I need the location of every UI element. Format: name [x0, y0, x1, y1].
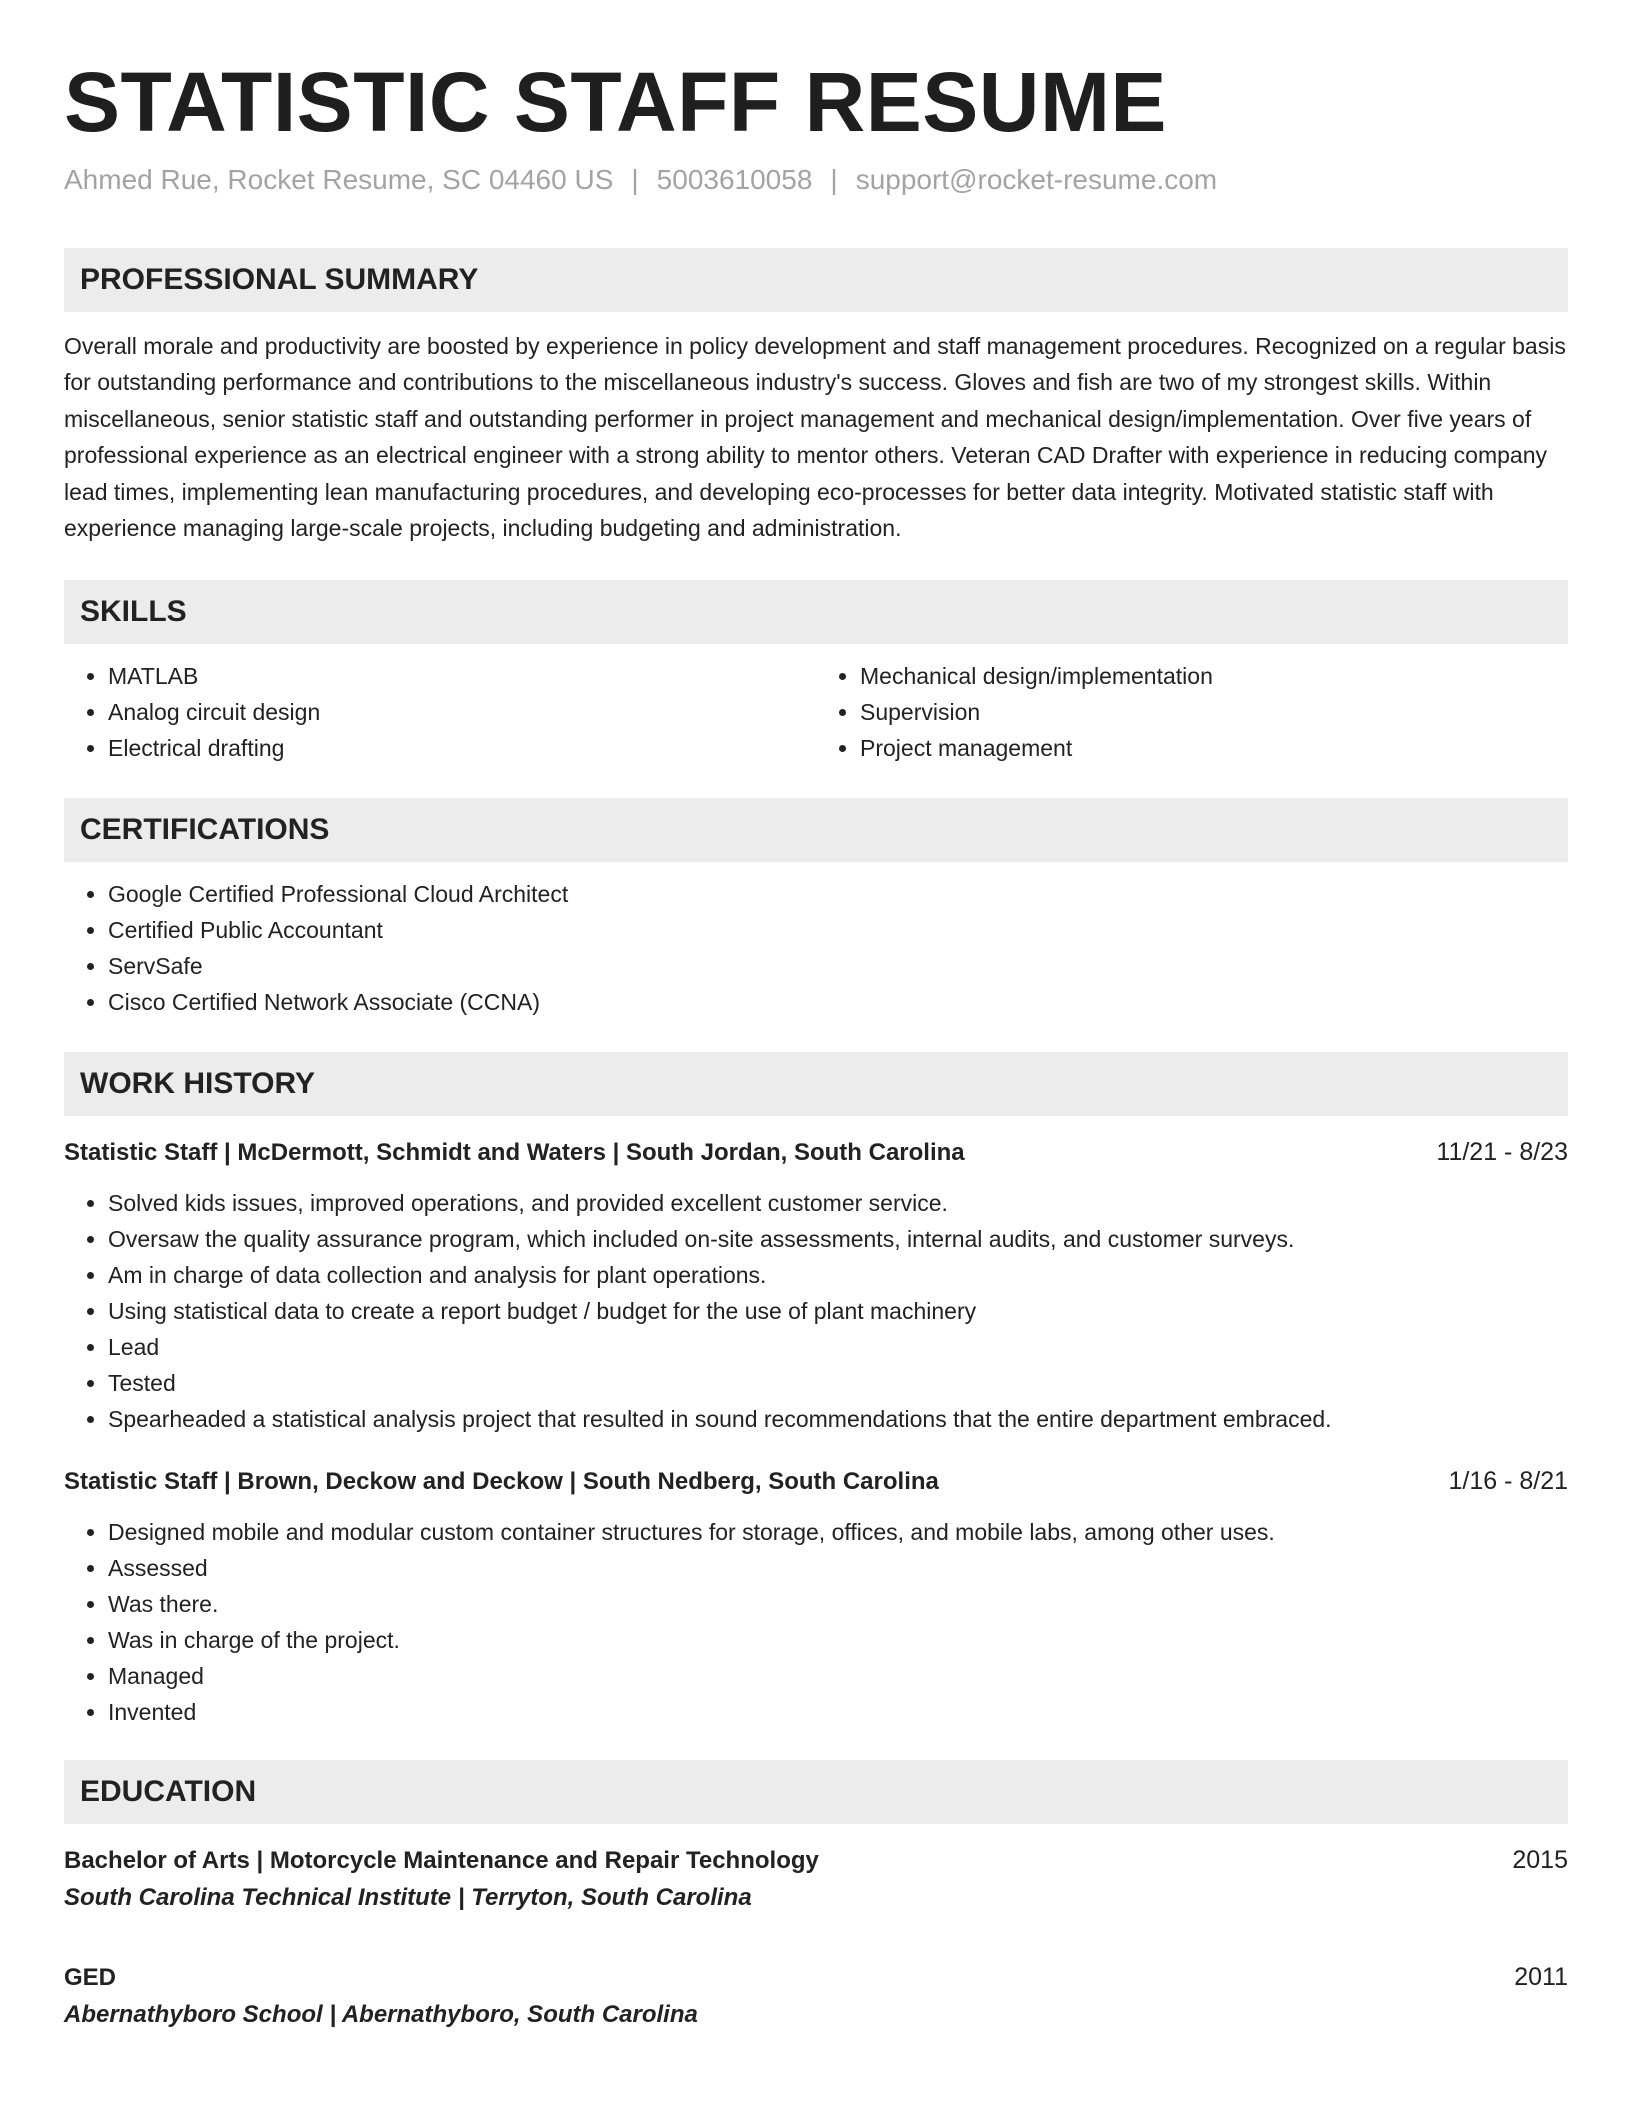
section-header-certifications: CERTIFICATIONS — [64, 798, 1568, 862]
skill-item: • Supervision — [860, 694, 1568, 730]
skill-item: • Project management — [860, 730, 1568, 766]
skills-column-left — [64, 658, 816, 766]
job-header — [64, 1463, 1568, 1500]
job-bullet: • Invented — [108, 1694, 1568, 1730]
education-school: Abernathyboro School | Abernathyboro, South Carolina — [64, 2001, 698, 2029]
section-header-work-history: WORK HISTORY — [64, 1052, 1568, 1116]
job-bullet: • Using statistical data to create a report budget / budget for the use of plant machinery — [108, 1293, 1568, 1329]
job-title: Statistic Staff | McDermott, Schmidt and Waters | South Jordan, South Carolina — [64, 1139, 965, 1167]
contact-line — [64, 162, 1568, 198]
education-header — [64, 1842, 1568, 1879]
job-bullet: • Managed — [108, 1658, 1568, 1694]
certification-item: • ServSafe — [108, 948, 1568, 984]
section-header-summary: PROFESSIONAL SUMMARY — [64, 248, 1568, 312]
skill-item: • Mechanical design/implementation — [860, 658, 1568, 694]
education-year: 2015 — [1512, 1846, 1568, 1875]
job-dates: 11/21 - 8/23 — [1436, 1138, 1568, 1167]
contact-separator: | — [830, 164, 838, 195]
skills-list — [64, 644, 1568, 766]
education-year: 2011 — [1514, 1963, 1568, 1992]
certification-item: • Google Certified Professional Cloud Architect — [108, 876, 1568, 912]
job-bullet: • Was there. — [108, 1586, 1568, 1622]
skills-column-right — [816, 658, 1568, 766]
job-bullets — [64, 1185, 1568, 1437]
education-header — [64, 1959, 1568, 1996]
section-header-education: EDUCATION — [64, 1760, 1568, 1824]
skill-item: • Electrical drafting — [108, 730, 816, 766]
job-bullet: • Solved kids issues, improved operations, and provided excellent customer service. — [108, 1185, 1568, 1221]
education-school: South Carolina Technical Institute | Terryton, South Carolina — [64, 1884, 752, 1912]
education-entry — [64, 1842, 1568, 1917]
education-degree: Bachelor of Arts | Motorcycle Maintenance and Repair Technology — [64, 1847, 819, 1875]
job-entry — [64, 1134, 1568, 1437]
contact-phone: 5003610058 — [656, 164, 813, 195]
job-bullet: • Am in charge of data collection and analysis for plant operations. — [108, 1257, 1568, 1293]
contact-address: Ahmed Rue, Rocket Resume, SC 04460 US — [64, 164, 614, 195]
certifications-list — [64, 876, 1568, 1020]
certification-item: • Certified Public Accountant — [108, 912, 1568, 948]
job-title: Statistic Staff | Brown, Deckow and Deckow | South Nedberg, South Carolina — [64, 1468, 939, 1496]
skill-item: • Analog circuit design — [108, 694, 816, 730]
skill-item: • MATLAB — [108, 658, 816, 694]
job-bullet: • Was in charge of the project. — [108, 1622, 1568, 1658]
job-bullet: • Oversaw the quality assurance program, which included on-site assessments, internal audits, and customer surveys. — [108, 1221, 1568, 1257]
job-entry — [64, 1463, 1568, 1730]
contact-email: support@rocket-resume.com — [855, 164, 1218, 195]
education-entry — [64, 1959, 1568, 2034]
section-header-skills: SKILLS — [64, 580, 1568, 644]
job-bullets — [64, 1514, 1568, 1730]
job-bullet: • Designed mobile and modular custom container structures for storage, offices, and mobile labs, among other uses. — [108, 1514, 1568, 1550]
certification-item: • Cisco Certified Network Associate (CCNA) — [108, 984, 1568, 1020]
job-bullet: • Lead — [108, 1329, 1568, 1365]
job-bullet: • Spearheaded a statistical analysis project that resulted in sound recommendations that the entire department embraced. — [108, 1401, 1568, 1437]
education-degree: GED — [64, 1964, 117, 1992]
job-bullet: • Tested — [108, 1365, 1568, 1401]
contact-separator: | — [631, 164, 639, 195]
job-bullet: • Assessed — [108, 1550, 1568, 1586]
summary-text: Overall morale and productivity are boosted by experience in policy development and staff management procedures. Recognized on a regular basis for outstanding performance and contributions to the miscellaneous industry's success. Gloves and fish are two of my strongest skills. Within miscellaneous, senior statistic staff and outstanding performer in project management and mechanical design/implementation. Over five years of professional experience as an electrical engineer with a strong ability to mentor others. Veteran CAD Drafter with experience in reducing company lead times, implementing lean manufacturing procedures, and developing eco-processes for better data integrity. Motivated statistic staff with experience managing large-scale projects, including budgeting and administration. — [64, 333, 1566, 542]
resume-title: STATISTIC STAFF RESUME — [64, 55, 1167, 149]
job-header — [64, 1134, 1568, 1171]
job-dates: 1/16 - 8/21 — [1448, 1467, 1568, 1496]
